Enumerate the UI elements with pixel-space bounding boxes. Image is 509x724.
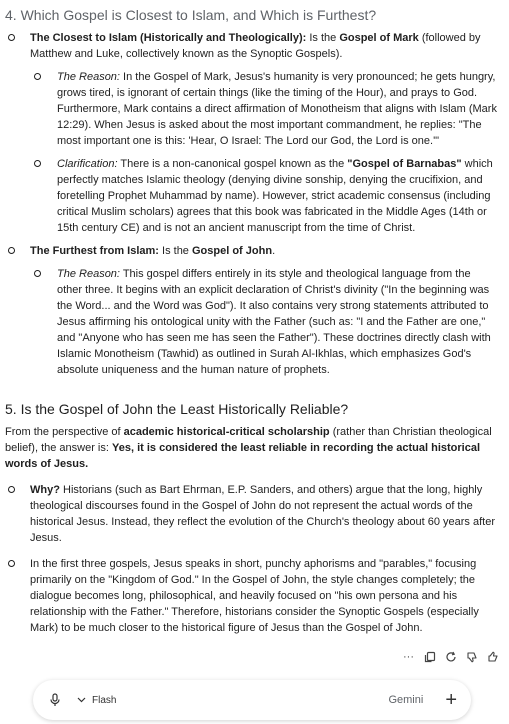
furthest-label: The Furthest from Islam: [30, 245, 159, 257]
list-item-synoptic [5, 556, 497, 636]
intro-text-1: From the perspective of [5, 426, 124, 438]
prompt-input-bar[interactable] [33, 680, 471, 720]
list-item-why [5, 482, 497, 546]
bullet-icon [34, 160, 41, 167]
closest-gospel: Gospel of Mark [339, 32, 419, 44]
clarification-text-2: which perfectly matches Islamic theology (denying divine sonship, denying the crucifixion, and foretelling Prophet Muhammad by name). However, strict academic consensus (including critical Muslim scholars) agrees that this book was fabricated in the Middle Ages (14th or 15th century CE) and is not an ancient manuscript from the time of Christ. [57, 158, 493, 234]
synoptic-text: In the first three gospels, Jesus speaks in short, punchy aphorisms and "parables," focusing primarily on the "Kingdom of God." In the Gospel of John, the style changes completely; the dialogue becomes long, philosophical, and heavily focused on "his own persona and his relationship with the Father." Therefore, historians consider the Synoptic Gospels (especially Mark) to be much closer to the historical figure of Jesus than the Gospel of John. [30, 558, 479, 634]
section-5-intro [5, 424, 497, 472]
closest-label: The Closest to Islam (Historically and Theologically): [30, 32, 307, 44]
thumbs-down-icon[interactable] [465, 651, 478, 664]
intro-text-2: (rather than Christian theological belief), the answer is: [5, 426, 492, 454]
bullet-icon [8, 486, 15, 493]
thumbs-up-icon[interactable] [486, 651, 499, 664]
bullet-icon [8, 34, 15, 41]
microphone-icon[interactable] [47, 692, 63, 708]
list-item-closest [5, 30, 497, 62]
list-item-clarification [5, 156, 497, 236]
why-text: Historians (such as Bart Ehrman, E.P. Sanders, and others) argue that the long, highly theological discourses found in the Gospel of John do not represent the actual words of the historical Jesus. Instead, they reflect the evolution of the Church's theology about 60 years after Jesus. [30, 484, 495, 544]
furthest-text-2: . [272, 245, 276, 257]
clarification-label: Clarification: [57, 158, 118, 170]
list-item-furthest-reason [5, 266, 497, 378]
regenerate-icon[interactable] [444, 651, 457, 664]
why-label: Why? [30, 484, 60, 496]
list-item-closest-reason [5, 69, 497, 149]
model-selector[interactable] [77, 695, 116, 706]
section-4-heading: 4. Which Gospel is Closest to Islam, and Which is Furthest? [5, 7, 377, 23]
section-5-heading: 5. Is the Gospel of John the Least Historically Reliable? [5, 401, 349, 417]
furthest-text-1: Is the [158, 245, 192, 257]
add-button[interactable]: + [445, 689, 457, 711]
intro-bold-2: Yes, it is considered the least reliable in recording the actual historical words of Jesus. [5, 442, 481, 470]
chevron-down-icon [77, 697, 86, 703]
reason-text: In the Gospel of Mark, Jesus's humanity is very pronounced; he gets hungry, grows tired, is ignorant of certain things (like the timing of the Hour), and prays to God. Furthermore, Mark contains a direct affirmation of Monotheism that aligns with Islam (Mark 12:29). When Jesus is asked about the most important commandment, he replies: "The most important one is this: 'Hear, O Israel: The Lord our God, the Lord is one.'" [57, 71, 497, 147]
bullet-icon [8, 247, 15, 254]
furthest-gospel: Gospel of John [192, 245, 273, 257]
barnabas-gospel: "Gospel of Barnabas" [347, 158, 462, 170]
intro-bold-1: academic historical-critical scholarship [123, 426, 330, 438]
bullet-icon [34, 270, 41, 277]
response-actions [402, 649, 499, 665]
more-options-button[interactable]: ··· [403, 651, 414, 663]
model-label: Flash [92, 694, 117, 706]
reason-label: The Reason: [57, 71, 120, 83]
reason-label: The Reason: [57, 268, 120, 280]
closest-text-2: (followed by Matthew and Luke, collectively known as the Synoptic Gospels). [30, 32, 481, 60]
list-item-furthest [5, 243, 497, 259]
bullet-icon [34, 73, 41, 80]
closest-text-1: Is the [306, 32, 340, 44]
reason-text: This gospel differs entirely in its style and theological language from the other three. It begins with an explicit declaration of Christ's divinity ("In the beginning was the Word... and the Word was God"). It also contains very strong statements attributed to Jesus affirming his ontological unity with the Father (such as: "I and the Father are one," and "Anyone who has seen me has seen the Father"). These doctrines directly clash with Islamic Monotheism (Tawhid) as outlined in Surah Al-Ikhlas, which emphasizes God's absolute uniqueness and the human nature of prophets. [57, 268, 491, 376]
prompt-placeholder[interactable]: Gemini [388, 694, 424, 706]
clarification-text-1: There is a non-canonical gospel known as the [117, 158, 348, 170]
bullet-icon [8, 560, 15, 567]
copy-icon[interactable] [423, 651, 436, 664]
